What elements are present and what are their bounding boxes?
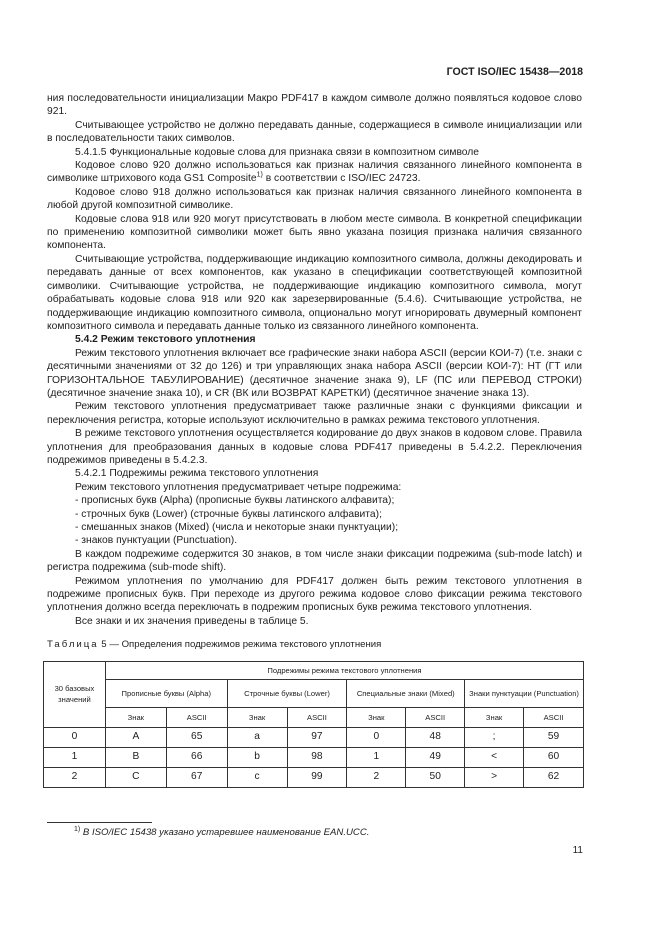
table-cell: 62 <box>524 767 584 787</box>
group-header: Подрежимы режима текстового уплотнения <box>105 661 583 679</box>
section-heading: 5.4.2 Режим текстового уплотнения <box>75 334 256 346</box>
table-row <box>44 767 584 787</box>
list-item: - строчных букв (Lower) (строчные буквы латинского алфавита); <box>75 508 382 520</box>
table-caption <box>47 638 582 651</box>
table-cell: 48 <box>406 727 465 747</box>
list-item: - смешанных знаков (Mixed) (числа и некоторые знаки пунктуации); <box>75 522 399 533</box>
sub-col-ascii: ASCII <box>287 707 347 727</box>
table-caption-label: Таблица <box>47 639 99 651</box>
table-cell: c <box>227 767 287 787</box>
paragraph: Режим текстового уплотнения предусматривает также различные знаки с функциями фиксации и переключения регистра, которые используют исключительно в рамках режима текстового уплотнения. <box>47 401 582 426</box>
table-caption-number: 5 <box>101 639 107 651</box>
list-item: - знаков пунктуации (Punctuation). <box>75 535 238 547</box>
footnote <box>74 827 369 838</box>
table-cell: ; <box>465 727 524 747</box>
table-cell: 60 <box>524 747 584 767</box>
table-cell: 98 <box>287 747 347 767</box>
col-header-base-values: 30 базовых значений <box>44 661 106 727</box>
table-cell: 2 <box>44 767 106 787</box>
paragraph: В режиме текстового уплотнения осуществляется кодирование до двух знаков в кодовом слове. Правила уплотнения для преобразования данных в кодовые слова PDF417 приведены в 5.4.2.2. Переключения подрежимов приведены в 5.4.2.3. <box>47 428 582 466</box>
paragraph-text: в соответствии с ISO/IEC 24723. <box>262 173 421 185</box>
table-cell: A <box>105 727 166 747</box>
table-cell: 1 <box>44 747 106 767</box>
paragraph: ния последовательности инициализации Макро PDF417 в каждом символе должно появляться кодовое слово 921. <box>47 93 582 118</box>
table-cell: b <box>227 747 287 767</box>
submodes-table <box>43 661 584 788</box>
sub-col-sign: Знак <box>465 707 524 727</box>
footnote-ref: 1) <box>256 172 263 180</box>
sub-col-sign: Знак <box>227 707 287 727</box>
submode-header-alpha: Прописные буквы (Alpha) <box>105 679 227 707</box>
paragraph: В каждом подрежиме содержится 30 знаков, в том числе знаки фиксации подрежима (sub-mode latch) и регистра подрежима (sub-mode shift). <box>47 548 582 574</box>
table-caption-dash: — <box>109 639 119 651</box>
table-row <box>44 727 584 747</box>
paragraph: Режим текстового уплотнения предусматривает четыре подрежима: <box>75 481 402 493</box>
document-header: ГОСТ ISO/IEC 15438—2018 <box>446 66 583 78</box>
submode-header-punctuation: Знаки пунктуации (Punctuation) <box>465 679 584 707</box>
footnote-marker: 1) <box>74 825 81 833</box>
table-caption-title: Определения подрежимов режима текстового уплотнения <box>121 639 382 651</box>
submode-header-lower: Строчные буквы (Lower) <box>227 679 347 707</box>
table-cell: C <box>105 767 166 787</box>
table-cell: 1 <box>347 747 406 767</box>
paragraph: Кодовые слова 918 или 920 могут присутствовать в любом месте символа. В конкретной спецификации по применению композитной символики может быть явно указана позиция признака наличия связанного компонента. <box>47 213 582 252</box>
table-row <box>44 747 584 767</box>
paragraph: Все знаки и их значения приведены в таблице 5. <box>75 615 309 627</box>
table-cell: > <box>465 767 524 787</box>
table-cell: 59 <box>524 727 584 747</box>
table-cell: 97 <box>287 727 347 747</box>
paragraph: Кодовое слово 918 должно использоваться как признак наличия связанного линейного компонента в любой другой композитной символике. <box>47 186 582 212</box>
list-item: - прописных букв (Alpha) (прописные буквы латинского алфавита); <box>75 495 395 507</box>
page-number: 11 <box>572 845 583 856</box>
paragraph: Считывающее устройство не должно передавать данные, содержащиеся в символе инициализации или в последовательности таких символов. <box>47 119 582 145</box>
table-cell: 66 <box>166 747 227 767</box>
sub-col-ascii: ASCII <box>524 707 584 727</box>
sub-col-ascii: ASCII <box>406 707 465 727</box>
table-cell: 99 <box>287 767 347 787</box>
table-cell: 2 <box>347 767 406 787</box>
sub-col-ascii: ASCII <box>166 707 227 727</box>
paragraph: Режимом уплотнения по умолчанию для PDF417 должен быть режим текстового уплотнения в подрежиме прописных букв. При переходе из другого режима кодовое слово фиксации режима текстового уплотнения должно всегда переключать в подрежим прописных букв режима текстового уплотнения. <box>47 575 582 614</box>
table-cell: 49 <box>406 747 465 767</box>
footnote-divider <box>47 822 152 823</box>
paragraph-text: Кодовое слово 920 должно использоваться как признак наличия связанного линейного компонента в символике штрихового кода GS1 Composite <box>47 160 582 185</box>
paragraph: Считывающие устройства, поддерживающие индикацию композитного символа, должны декодировать и передавать данные от всех компонентов, как указано в спецификации соответствующей композитной символики. Считывающие устройства, не поддерживающие индикацию композитного символа, могут обрабатывать кодовые слова 918 или 920 как зарезервированные (5.4.6). Считывающие устройства, не поддерживающие индикацию композитного символа, опционально могут игнорировать двумерный компонент композитного символа и передавать данные только из связанного линейного компонента. <box>47 253 582 332</box>
section-heading: 5.4.2.1 Подрежимы режима текстового уплотнения <box>75 468 319 480</box>
table-cell: < <box>465 747 524 767</box>
table-cell: a <box>227 727 287 747</box>
sub-col-sign: Знак <box>105 707 166 727</box>
paragraph <box>47 159 582 186</box>
paragraph: Режим текстового уплотнения включает все графические знаки набора ASCII (версии КОИ-7) (т.е. знаки с десятичными значениями от 32 до 126) и три управляющих знака набора ASCII (версии КОИ-7): НТ (ГТ или ГОРИЗОНТАЛЬНОЕ ТАБУЛИРОВАНИЕ) (десятичное значение знака 9), LF (ПС или ПЕРЕВОД СТРОКИ) (десятичное значение знака 10), и CR (ВК или ВОЗВРАТ КАРЕТКИ) (десятичное значение знака 13). <box>47 347 582 399</box>
table-cell: 50 <box>406 767 465 787</box>
table-cell: B <box>105 747 166 767</box>
table-cell: 65 <box>166 727 227 747</box>
section-heading: 5.4.1.5 Функциональные кодовые слова для признака связи в композитном символе <box>75 146 480 158</box>
table-cell: 0 <box>347 727 406 747</box>
footnote-text: В ISO/IEC 15438 указано устаревшее наименование EAN.UCC. <box>82 827 370 838</box>
submode-header-mixed: Специальные знаки (Mixed) <box>347 679 465 707</box>
table-cell: 0 <box>44 727 106 747</box>
table-cell: 67 <box>166 767 227 787</box>
page-content <box>47 92 582 788</box>
sub-col-sign: Знак <box>347 707 406 727</box>
